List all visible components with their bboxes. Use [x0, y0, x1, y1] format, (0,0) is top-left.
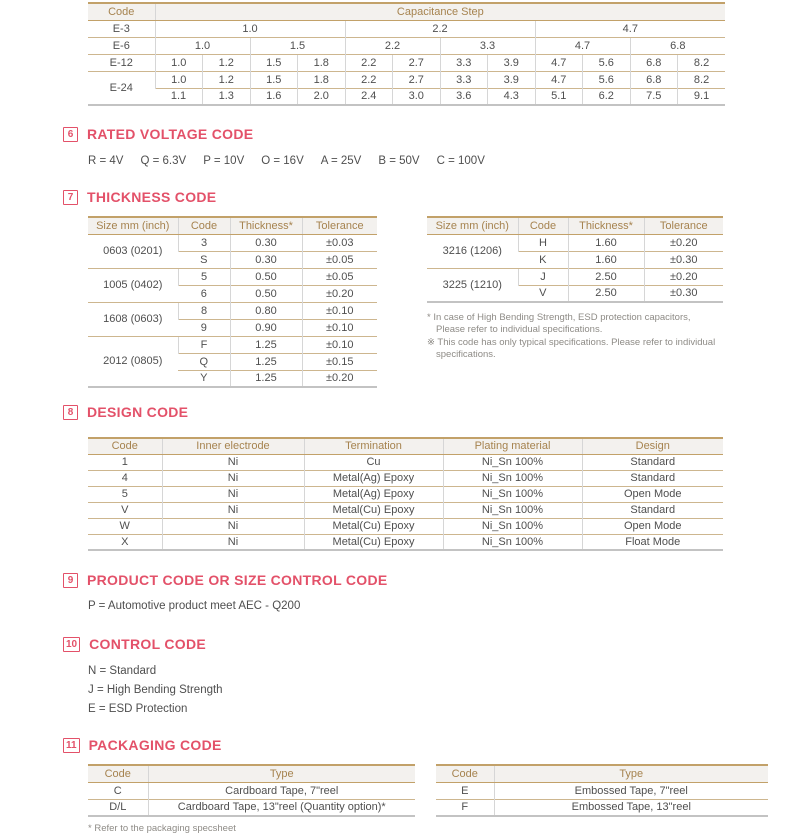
table-cell: Ni [162, 486, 304, 502]
row-label: 3216 (1206) [427, 234, 518, 268]
column-header: Code [88, 438, 162, 454]
section-heading-packaging [63, 737, 788, 753]
table-row [436, 782, 768, 799]
table-cell: 6.8 [630, 54, 678, 71]
table-cell: 2.2 [345, 37, 440, 54]
table-cell: 3.9 [488, 71, 536, 88]
table-cell: 5.6 [583, 71, 631, 88]
section-heading-design [63, 404, 788, 420]
row-label: 1005 (0402) [88, 268, 178, 302]
table-cell: F [178, 336, 230, 353]
table-cell: 1.0 [155, 54, 203, 71]
note-line: ※ This code has only typical specifications. Please refer to individual [427, 336, 716, 348]
table-cell: 3.3 [440, 54, 488, 71]
table-cell: ±0.20 [302, 370, 377, 387]
column-header: Code [518, 217, 568, 234]
table-cell: 8.2 [678, 54, 726, 71]
table-row [88, 470, 723, 486]
table-row [88, 502, 723, 518]
table-cell: 2.50 [568, 268, 644, 285]
thickness-tables [88, 216, 788, 388]
table-row [88, 336, 377, 353]
table-cell: W [88, 518, 162, 534]
table-cell: 4.7 [535, 71, 583, 88]
table-cell: 1.25 [230, 336, 302, 353]
table-cell: F [436, 799, 494, 816]
product-code-line: P = Automotive product meet AEC - Q200 [88, 600, 301, 612]
table-cell: 4.7 [535, 54, 583, 71]
table-cell: 3.6 [440, 88, 488, 105]
table-cell: 1.25 [230, 353, 302, 370]
table-cell: Metal(Ag) Epoxy [304, 486, 443, 502]
control-code-item: N = Standard [88, 665, 157, 677]
table-cell: ±0.30 [644, 251, 723, 268]
table-cell: 1.5 [250, 37, 345, 54]
table-cell: 0.50 [230, 268, 302, 285]
packaging-table-left [88, 764, 415, 817]
table-cell: 4.7 [535, 20, 725, 37]
table-cell: 5.1 [535, 88, 583, 105]
table-row [88, 37, 725, 54]
section-number-badge: 11 [63, 738, 80, 753]
table-row [88, 534, 723, 550]
column-header: Capacitance Step [155, 3, 725, 20]
column-header: Inner electrode [162, 438, 304, 454]
column-header: Termination [304, 438, 443, 454]
table-cell: Open Mode [582, 486, 723, 502]
table-cell: K [518, 251, 568, 268]
column-header: Code [436, 765, 494, 782]
table-cell: 7.5 [630, 88, 678, 105]
table-cell: Cardboard Tape, 7"reel [148, 782, 415, 799]
table-row [436, 799, 768, 816]
voltage-code-item: C = 100V [436, 155, 485, 167]
section-heading-thickness [63, 189, 788, 205]
table-cell: 2.0 [298, 88, 346, 105]
column-header: Code [88, 3, 155, 20]
table-cell: 5 [88, 486, 162, 502]
table-cell: 2.50 [568, 285, 644, 302]
table-cell: 6 [178, 285, 230, 302]
table-row [427, 268, 723, 285]
section-number-badge: 6 [63, 127, 78, 142]
row-label: E-24 [88, 71, 155, 105]
section-number-badge: 9 [63, 573, 78, 588]
table-cell: 1.5 [250, 54, 298, 71]
table-cell: S [178, 251, 230, 268]
table-cell: 6.8 [630, 37, 725, 54]
table-cell: 5.6 [583, 54, 631, 71]
table-cell: ±0.10 [302, 319, 377, 336]
control-code-item: E = ESD Protection [88, 703, 188, 715]
table-cell: 1.25 [230, 370, 302, 387]
table-cell: Standard [582, 470, 723, 486]
column-header: Thickness* [230, 217, 302, 234]
column-header: Size mm (inch) [88, 217, 178, 234]
row-label: E-6 [88, 37, 155, 54]
column-header: Code [88, 765, 148, 782]
table-cell: 1.0 [155, 20, 345, 37]
table-cell: Y [178, 370, 230, 387]
section-heading-product-code [63, 572, 788, 588]
table-cell: 9.1 [678, 88, 726, 105]
row-label: 0603 (0201) [88, 234, 178, 268]
table-cell: ±0.05 [302, 268, 377, 285]
row-label: 1608 (0603) [88, 302, 178, 336]
table-cell: 1.0 [155, 71, 203, 88]
table-cell: 2.2 [345, 71, 393, 88]
table-cell: 1.8 [298, 54, 346, 71]
section-title: RATED VOLTAGE CODE [87, 126, 254, 142]
table-cell: Ni_Sn 100% [443, 470, 582, 486]
table-cell: Q [178, 353, 230, 370]
table-cell: Ni [162, 454, 304, 470]
column-header: Thickness* [568, 217, 644, 234]
table-cell: 0.90 [230, 319, 302, 336]
table-cell: ±0.20 [644, 268, 723, 285]
table-cell: Standard [582, 502, 723, 518]
column-header: Size mm (inch) [427, 217, 518, 234]
table-row [88, 88, 725, 105]
voltage-code-item: Q = 6.3V [140, 155, 187, 167]
table-cell: 1.5 [250, 71, 298, 88]
table-cell: 3.3 [440, 37, 535, 54]
section-title: THICKNESS CODE [87, 189, 217, 205]
table-cell: 0.80 [230, 302, 302, 319]
table-cell: Cardboard Tape, 13"reel (Quantity option)* [148, 799, 415, 816]
table-cell: Embossed Tape, 7"reel [494, 782, 768, 799]
table-cell: 1.6 [250, 88, 298, 105]
table-cell: 3 [178, 234, 230, 251]
table-cell: Embossed Tape, 13"reel [494, 799, 768, 816]
section-title: PRODUCT CODE OR SIZE CONTROL CODE [87, 572, 388, 588]
table-cell: 2.7 [393, 54, 441, 71]
packaging-tables [88, 764, 788, 817]
row-label: 3225 (1210) [427, 268, 518, 302]
column-header: Type [148, 765, 415, 782]
table-cell: 2.2 [345, 54, 393, 71]
note-line: specifications. [436, 349, 496, 361]
table-cell: ±0.03 [302, 234, 377, 251]
table-row [88, 54, 725, 71]
table-row [88, 20, 725, 37]
section-heading-control-code [63, 636, 788, 652]
document-page [0, 2, 788, 835]
table-cell: 1.1 [155, 88, 203, 105]
table-cell: ±0.10 [302, 336, 377, 353]
voltage-code-item: R = 4V [88, 155, 124, 167]
table-row [88, 518, 723, 534]
voltage-code-item: P = 10V [203, 155, 245, 167]
column-header: Tolerance [644, 217, 723, 234]
column-header: Design [582, 438, 723, 454]
table-row [88, 268, 377, 285]
table-cell: ±0.20 [302, 285, 377, 302]
table-cell: ±0.05 [302, 251, 377, 268]
row-label: E-12 [88, 54, 155, 71]
section-title: DESIGN CODE [87, 404, 189, 420]
table-cell: Metal(Cu) Epoxy [304, 518, 443, 534]
table-cell: 9 [178, 319, 230, 336]
design-code-table [88, 437, 723, 551]
table-cell: 0.50 [230, 285, 302, 302]
table-row [88, 486, 723, 502]
section-title: PACKAGING CODE [88, 737, 222, 753]
table-cell: Ni_Sn 100% [443, 534, 582, 550]
table-cell: Ni [162, 502, 304, 518]
table-cell: 4.3 [488, 88, 536, 105]
column-header: Plating material [443, 438, 582, 454]
column-header: Type [494, 765, 768, 782]
table-cell: 2.2 [345, 20, 535, 37]
table-row [88, 302, 377, 319]
control-code-list [88, 662, 788, 719]
voltage-code-item: O = 16V [261, 155, 304, 167]
table-cell: D/L [88, 799, 148, 816]
table-cell: 3.3 [440, 71, 488, 88]
table-row [88, 782, 415, 799]
table-cell: 4 [88, 470, 162, 486]
voltage-code-item: A = 25V [320, 155, 362, 167]
table-cell: Cu [304, 454, 443, 470]
section-title: CONTROL CODE [89, 636, 207, 652]
table-cell: 1.2 [203, 71, 251, 88]
table-cell: 1.8 [298, 71, 346, 88]
row-label: E-3 [88, 20, 155, 37]
table-cell: 1.60 [568, 234, 644, 251]
table-cell: ±0.15 [302, 353, 377, 370]
table-cell: Ni [162, 470, 304, 486]
table-cell: 5 [178, 268, 230, 285]
voltage-code-item: B = 50V [378, 155, 420, 167]
table-cell: 1.3 [203, 88, 251, 105]
column-header: Code [178, 217, 230, 234]
table-cell: Ni_Sn 100% [443, 502, 582, 518]
section-number-badge: 10 [63, 637, 80, 652]
table-cell: 3.0 [393, 88, 441, 105]
table-cell: V [88, 502, 162, 518]
table-cell: 0.30 [230, 234, 302, 251]
table-cell: Metal(Ag) Epoxy [304, 470, 443, 486]
packaging-footnote: * Refer to the packaging specsheet [88, 823, 236, 834]
table-cell: 6.8 [630, 71, 678, 88]
table-cell: J [518, 268, 568, 285]
table-row [88, 234, 377, 251]
note-line: * In case of High Bending Strength, ESD protection capacitors, [427, 312, 691, 323]
note-line: Please refer to individual specifications. [436, 324, 603, 336]
table-cell: 6.2 [583, 88, 631, 105]
thickness-right-column [427, 216, 723, 361]
capacitance-step-table [88, 2, 725, 106]
table-cell: 1 [88, 454, 162, 470]
table-cell: V [518, 285, 568, 302]
table-cell: ±0.10 [302, 302, 377, 319]
table-cell: Ni [162, 534, 304, 550]
table-cell: Metal(Cu) Epoxy [304, 534, 443, 550]
thickness-notes [427, 312, 723, 361]
table-cell: E [436, 782, 494, 799]
table-cell: 0.30 [230, 251, 302, 268]
table-cell: 2.4 [345, 88, 393, 105]
table-row [88, 799, 415, 816]
table-cell: ±0.20 [644, 234, 723, 251]
table-cell: 2.7 [393, 71, 441, 88]
section-number-badge: 8 [63, 405, 78, 420]
control-code-item: J = High Bending Strength [88, 684, 223, 696]
thickness-table-left [88, 216, 377, 388]
table-cell: 3.9 [488, 54, 536, 71]
table-cell: 8.2 [678, 71, 726, 88]
section-number-badge: 7 [63, 190, 78, 205]
table-cell: X [88, 534, 162, 550]
table-row [88, 71, 725, 88]
table-row [88, 454, 723, 470]
table-cell: H [518, 234, 568, 251]
section-heading-rated-voltage [63, 126, 788, 142]
table-cell: Open Mode [582, 518, 723, 534]
table-cell: 1.60 [568, 251, 644, 268]
table-cell: 1.0 [155, 37, 250, 54]
table-cell: 8 [178, 302, 230, 319]
table-cell: 4.7 [535, 37, 630, 54]
table-cell: Standard [582, 454, 723, 470]
table-cell: C [88, 782, 148, 799]
table-cell: Metal(Cu) Epoxy [304, 502, 443, 518]
table-cell: Ni_Sn 100% [443, 454, 582, 470]
packaging-table-right [436, 764, 768, 817]
table-cell: ±0.30 [644, 285, 723, 302]
table-cell: Ni_Sn 100% [443, 518, 582, 534]
table-cell: Ni [162, 518, 304, 534]
row-label: 2012 (0805) [88, 336, 178, 387]
voltage-code-list [88, 155, 788, 167]
column-header: Tolerance [302, 217, 377, 234]
table-row [427, 234, 723, 251]
table-cell: Float Mode [582, 534, 723, 550]
table-cell: Ni_Sn 100% [443, 486, 582, 502]
thickness-table-right [427, 216, 723, 303]
table-cell: 1.2 [203, 54, 251, 71]
